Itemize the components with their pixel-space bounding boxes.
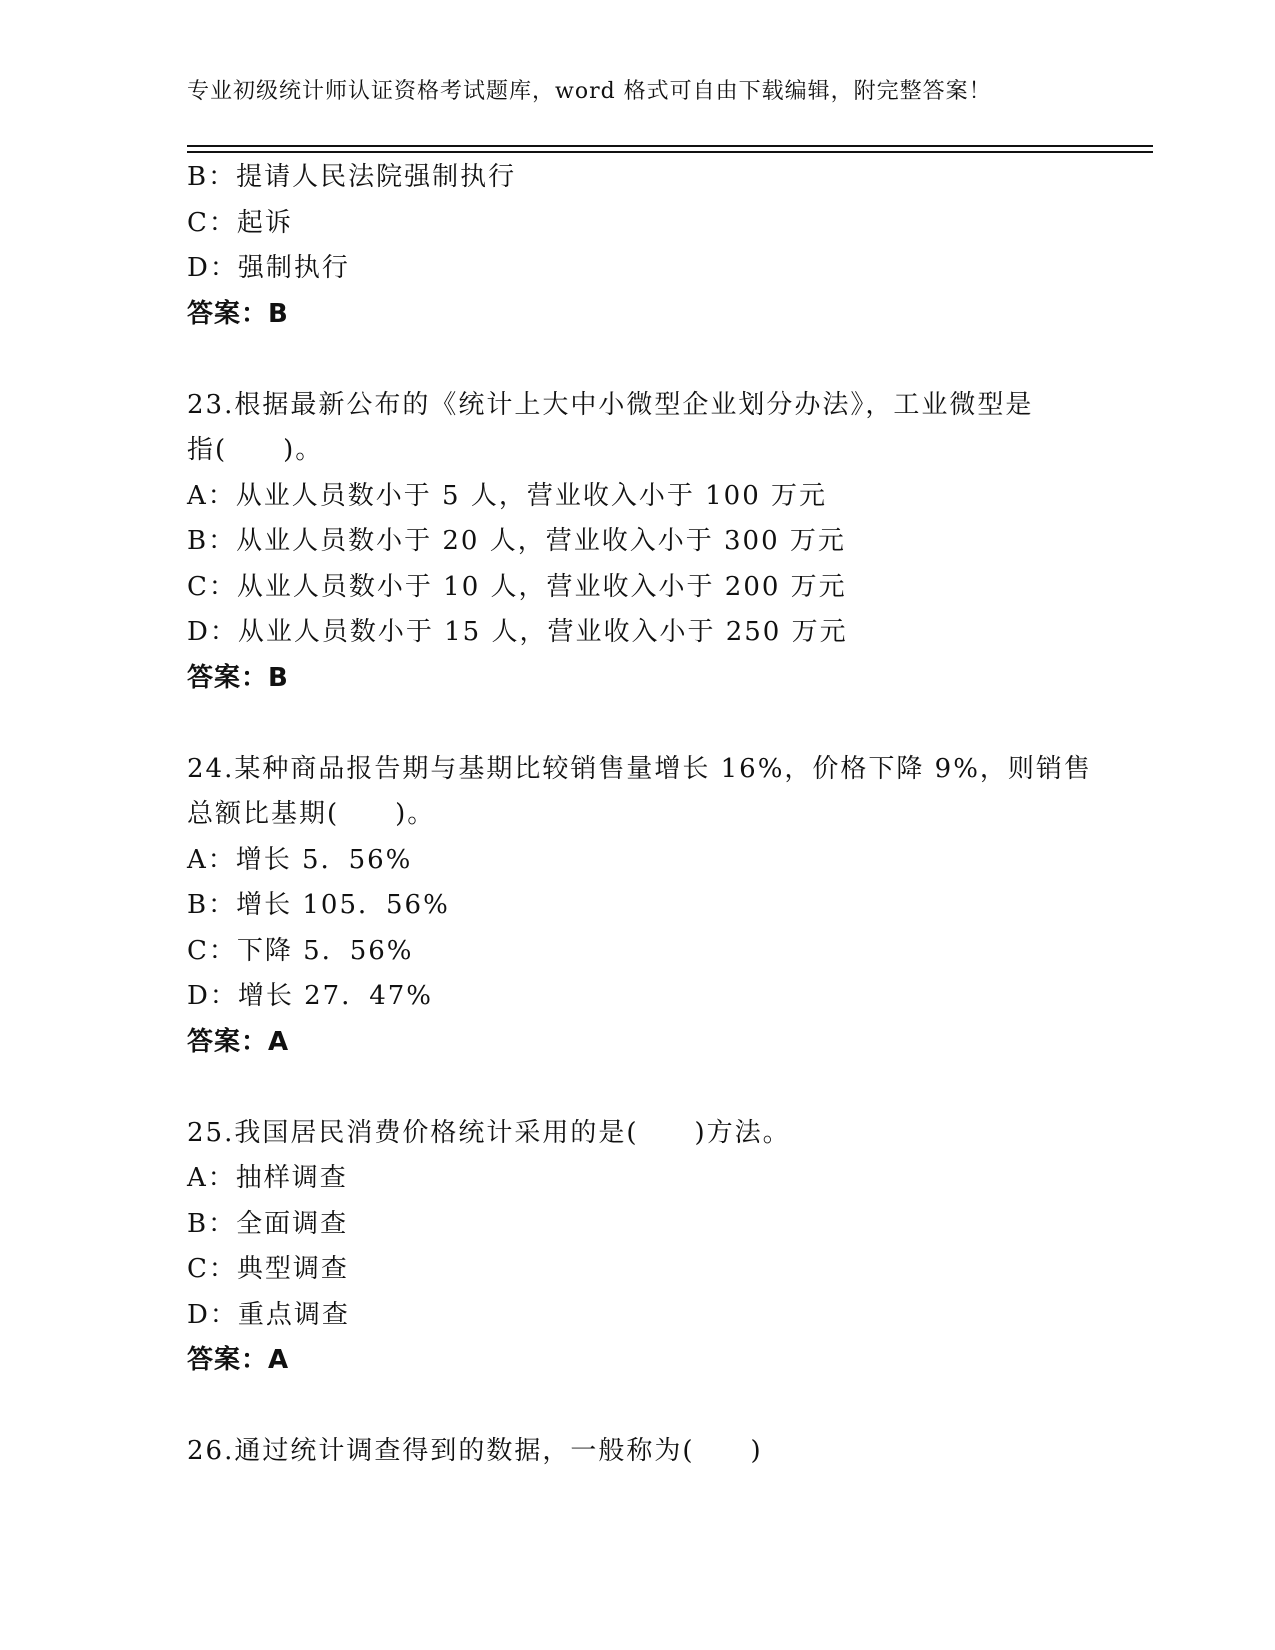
option-c: C：从业人员数小于 10 人，营业收入小于 200 万元 xyxy=(187,571,847,602)
spacer xyxy=(187,1384,1087,1430)
option-d: D：增长 27．47% xyxy=(187,981,433,1011)
question-content xyxy=(187,155,1092,1475)
question-stem: 25.我国居民消费价格统计采用的是( )方法。 xyxy=(187,1117,791,1148)
option-b: B：从业人员数小于 20 人，营业收入小于 300 万元 xyxy=(187,526,846,556)
question-stem-continued: 指( )。 xyxy=(187,435,324,465)
option-b: B：增长 105．56% xyxy=(187,890,450,920)
spacer xyxy=(187,701,1087,747)
option-d: D：强制执行 xyxy=(187,253,350,283)
question-stem: 24.某种商品报告期与基期比较销售量增长 16%，价格下降 9%，则销售 xyxy=(187,753,1092,784)
page-header: 专业初级统计师认证资格考试题库，word 格式可自由下载编辑，附完整答案！ xyxy=(187,79,992,104)
answer-label: 答案：B xyxy=(187,298,289,329)
answer-label: 答案：B xyxy=(187,662,289,693)
question-stem: 23.根据最新公布的《统计上大中小微型企业划分办法》，工业微型是 xyxy=(187,389,1034,420)
header-rule-bottom xyxy=(187,151,1153,153)
option-a: A：从业人员数小于 5 人，营业收入小于 100 万元 xyxy=(187,480,828,511)
option-d: D：重点调查 xyxy=(187,1299,350,1330)
answer-label: 答案：A xyxy=(187,1345,290,1375)
option-c: C：下降 5．56% xyxy=(187,935,414,966)
option-b: B：全面调查 xyxy=(187,1208,349,1239)
option-d: D：从业人员数小于 15 人，营业收入小于 250 万元 xyxy=(187,617,848,647)
answer-label: 答案：A xyxy=(187,1026,290,1057)
spacer xyxy=(187,1065,1087,1111)
header-rule-top xyxy=(187,145,1153,147)
question-stem-continued: 总额比基期( )。 xyxy=(187,799,436,829)
option-a: A：增长 5．56% xyxy=(187,844,413,875)
option-a: A：抽样调查 xyxy=(187,1163,348,1193)
option-b: B：提请人民法院强制执行 xyxy=(187,162,517,192)
option-c: C：起诉 xyxy=(187,207,293,238)
option-c: C：典型调查 xyxy=(187,1254,349,1284)
question-stem: 26.通过统计调查得到的数据，一般称为( ) xyxy=(187,1436,763,1466)
spacer xyxy=(187,337,1087,383)
